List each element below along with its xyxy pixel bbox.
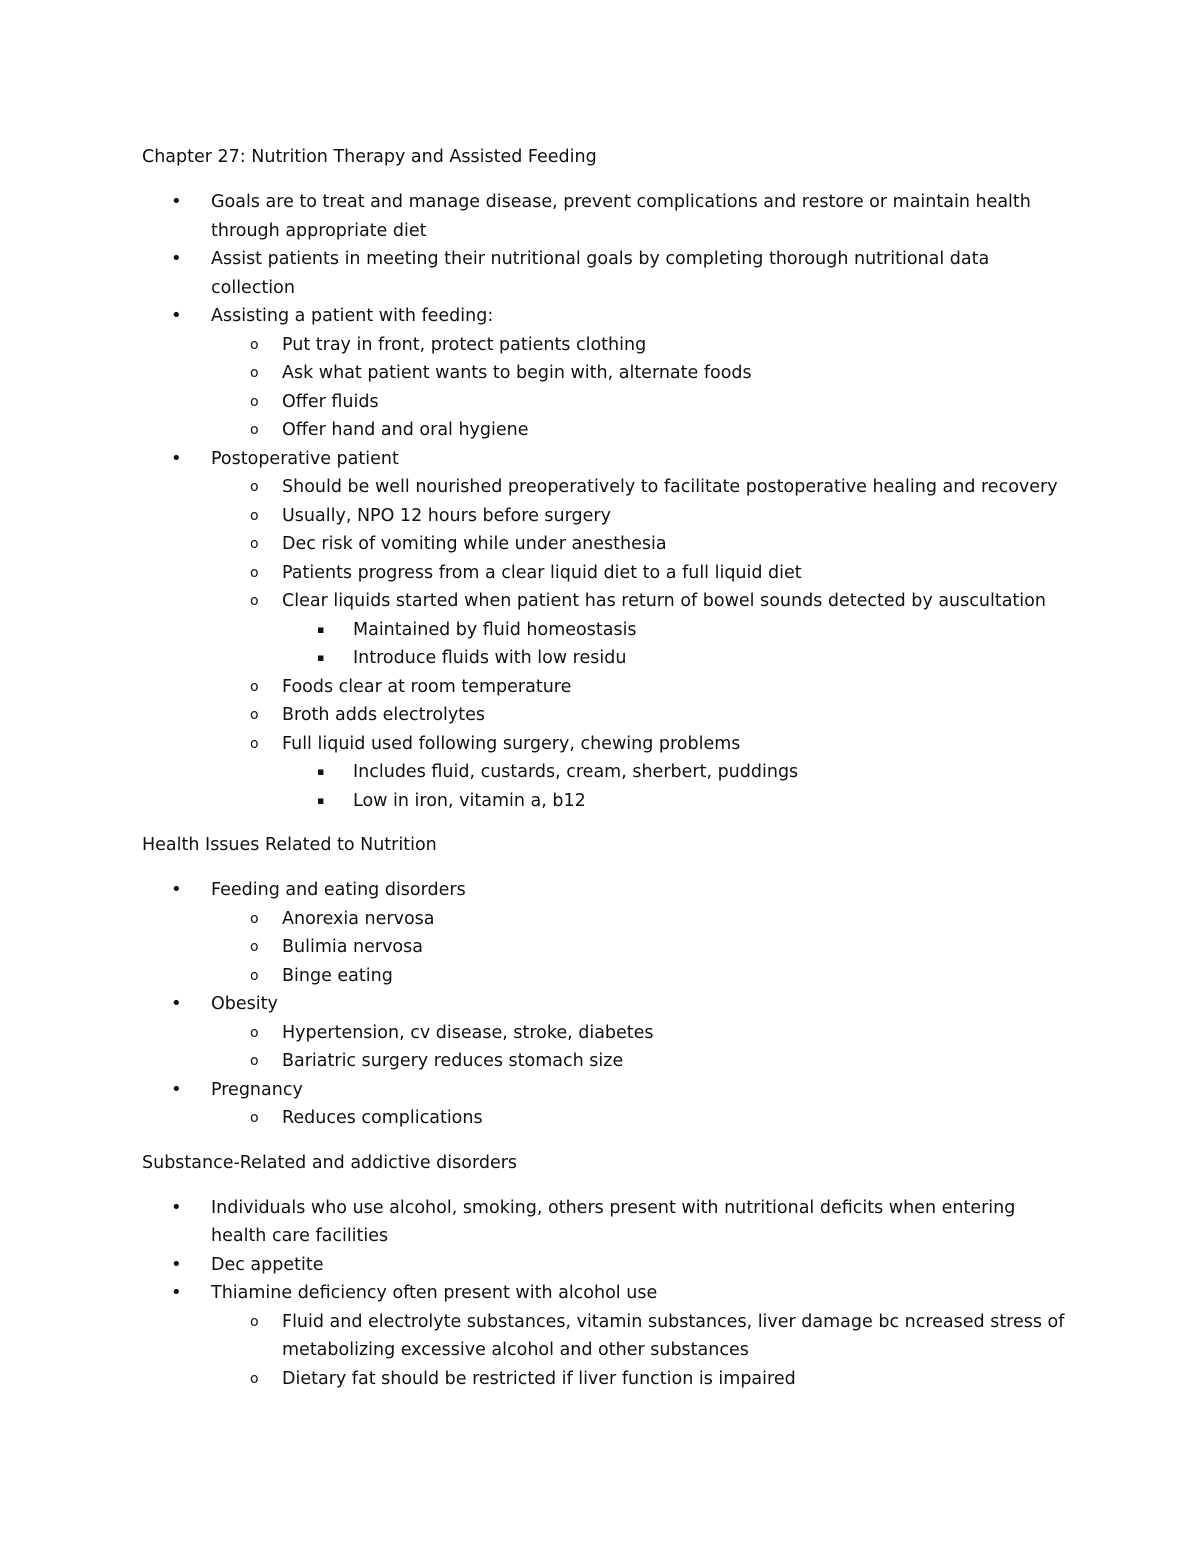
bullet-list-level-3: [142, 616, 1072, 673]
bullet-circle-icon: o: [250, 507, 259, 524]
list-item-text: Assisting a patient with feeding:: [211, 306, 494, 326]
document-section: [142, 143, 1072, 815]
bullet-disc-icon: •: [171, 248, 182, 269]
section-heading: Substance-Related and addictive disorders: [142, 1152, 518, 1173]
list-item-text: Hypertension, cv disease, stroke, diabetes: [282, 1022, 654, 1043]
list-item: [142, 530, 1072, 559]
list-item: [142, 1251, 1072, 1280]
list-item-text: Reduces complications: [282, 1108, 483, 1128]
list-item: [142, 616, 1072, 645]
list-item-text: Clear liquids started when patient has return of bowel sounds detected by auscultation: [282, 591, 1046, 611]
list-item: [142, 359, 1072, 388]
list-item-text: Foods clear at room temperature: [282, 676, 572, 697]
list-item-text: Bariatric surgery reduces stomach size: [282, 1051, 624, 1071]
list-item-text: Includes fluid, custards, cream, sherbert, puddings: [353, 762, 799, 782]
bullet-circle-icon: o: [250, 1024, 259, 1041]
bullet-circle-icon: o: [250, 564, 259, 581]
list-item-text: Broth adds electrolytes: [282, 705, 486, 725]
list-item-text: Patients progress from a clear liquid diet to a full liquid diet: [282, 562, 802, 583]
list-item: [142, 1194, 1072, 1251]
bullet-square-icon: ▪: [317, 622, 325, 636]
list-item: [142, 1019, 1072, 1048]
list-item: [142, 388, 1072, 417]
list-item-text: Fluid and electrolyte substances, vitamin substances, liver damage bc ncreased stress of metabolizing excessive alcohol and other substances: [282, 1311, 1065, 1360]
document-section: [142, 831, 1072, 1133]
list-item-text: Pregnancy: [211, 1079, 303, 1100]
list-item: [142, 331, 1072, 360]
bullet-circle-icon: o: [250, 1053, 259, 1069]
list-item-text: Usually, NPO 12 hours before surgery: [282, 505, 611, 526]
bullet-circle-icon: o: [250, 1110, 259, 1126]
list-item: [142, 990, 1072, 1076]
list-item-text: Obesity: [211, 994, 278, 1014]
section-spacer: [142, 1133, 1072, 1149]
list-item: [142, 445, 1072, 816]
list-item-text: Dec risk of vomiting while under anesthesia: [282, 534, 667, 554]
bullet-disc-icon: •: [171, 1078, 182, 1100]
bullet-circle-icon: o: [250, 910, 259, 927]
list-item-text: Thiamine deficiency often present with alcohol use: [211, 1283, 658, 1303]
bullet-list-level-3: [142, 758, 1072, 815]
bullet-circle-icon: o: [250, 593, 259, 609]
list-item-text: Goals are to treat and manage disease, prevent complications and restore or maintain health through appropriate diet: [211, 192, 1031, 241]
bullet-disc-icon: •: [171, 1196, 182, 1218]
list-item-text: Maintained by fluid homeostasis: [353, 619, 637, 640]
heading-spacer: [142, 1177, 1072, 1194]
document-section: [142, 1149, 1072, 1394]
bullet-disc-icon: •: [171, 447, 182, 469]
section-heading: Chapter 27: Nutrition Therapy and Assisted Feeding: [142, 147, 597, 167]
list-item: [142, 416, 1072, 445]
bullet-square-icon: ▪: [317, 651, 325, 664]
list-item: [142, 1365, 1072, 1394]
bullet-disc-icon: •: [171, 993, 182, 1014]
list-item-text: Binge eating: [282, 965, 393, 986]
bullet-circle-icon: o: [250, 678, 259, 695]
list-item-text: Postoperative patient: [211, 448, 399, 469]
bullet-circle-icon: o: [250, 707, 259, 723]
list-item-text: Full liquid used following surgery, chewing problems: [282, 733, 741, 754]
bullet-circle-icon: o: [250, 479, 259, 495]
list-item: [142, 644, 1072, 673]
bullet-list-level-2: [142, 473, 1072, 815]
bullet-list-level-1: [142, 188, 1072, 815]
heading-spacer: [142, 859, 1072, 876]
bullet-disc-icon: •: [171, 1282, 182, 1303]
list-item-text: Put tray in front, protect patients clothing: [282, 334, 647, 355]
section-heading: Health Issues Related to Nutrition: [142, 835, 437, 855]
list-item-text: Ask what patient wants to begin with, alternate foods: [282, 363, 752, 383]
list-item-text: Introduce fluids with low residu: [353, 648, 627, 668]
document-page: [142, 143, 1072, 1393]
heading-spacer: [142, 171, 1072, 188]
list-item-text: Offer hand and oral hygiene: [282, 420, 529, 440]
list-item: [142, 559, 1072, 588]
list-item: [142, 1308, 1072, 1365]
bullet-list-level-2: [142, 331, 1072, 445]
bullet-list-level-1: [142, 1194, 1072, 1394]
list-item: [142, 473, 1072, 502]
list-item: [142, 1047, 1072, 1076]
list-item: [142, 876, 1072, 990]
list-item: [142, 905, 1072, 934]
bullet-list-level-2: [142, 1104, 1072, 1133]
list-item: [142, 1076, 1072, 1133]
bullet-list-level-2: [142, 1308, 1072, 1394]
bullet-circle-icon: o: [250, 939, 259, 955]
bullet-circle-icon: o: [250, 967, 259, 984]
bullet-square-icon: ▪: [317, 793, 325, 807]
list-item-text: Dec appetite: [211, 1254, 324, 1275]
list-item: [142, 502, 1072, 531]
bullet-circle-icon: o: [250, 735, 259, 752]
list-item-text: Feeding and eating disorders: [211, 880, 466, 900]
list-item: [142, 302, 1072, 445]
list-item-text: Low in iron, vitamin a, b12: [353, 790, 586, 811]
list-item: [142, 1104, 1072, 1133]
bullet-disc-icon: •: [171, 1253, 182, 1275]
bullet-list-level-1: [142, 876, 1072, 1133]
bullet-circle-icon: o: [250, 1313, 259, 1330]
list-item-text: Anorexia nervosa: [282, 908, 435, 929]
section-spacer: [142, 815, 1072, 831]
bullet-disc-icon: •: [171, 305, 182, 326]
list-item-text: Assist patients in meeting their nutritional goals by completing thorough nutritional data collection: [211, 249, 990, 298]
list-item: [142, 245, 1072, 302]
list-item: [142, 787, 1072, 816]
list-item: [142, 758, 1072, 787]
list-item: [142, 587, 1072, 673]
bullet-circle-icon: o: [250, 393, 259, 410]
bullet-disc-icon: •: [171, 879, 182, 900]
list-item: [142, 933, 1072, 962]
list-item: [142, 701, 1072, 730]
list-item: [142, 962, 1072, 991]
list-item: [142, 673, 1072, 702]
list-item: [142, 188, 1072, 245]
list-item-text: Individuals who use alcohol, smoking, others present with nutritional deficits when entering health care facilities: [211, 1197, 1016, 1246]
list-item-text: Bulimia nervosa: [282, 937, 423, 957]
bullet-list-level-2: [142, 1019, 1072, 1076]
list-item-text: Should be well nourished preoperatively to facilitate postoperative healing and recovery: [282, 477, 1058, 497]
list-item-text: Dietary fat should be restricted if liver function is impaired: [282, 1368, 796, 1389]
bullet-circle-icon: o: [250, 536, 259, 552]
list-item: [142, 1279, 1072, 1393]
bullet-circle-icon: o: [250, 336, 259, 353]
bullet-list-level-2: [142, 905, 1072, 991]
list-item-text: Offer fluids: [282, 391, 379, 412]
bullet-circle-icon: o: [250, 1370, 259, 1387]
list-item: [142, 730, 1072, 816]
bullet-circle-icon: o: [250, 422, 259, 438]
bullet-circle-icon: o: [250, 365, 259, 381]
bullet-disc-icon: •: [171, 191, 182, 212]
bullet-square-icon: ▪: [317, 765, 325, 778]
